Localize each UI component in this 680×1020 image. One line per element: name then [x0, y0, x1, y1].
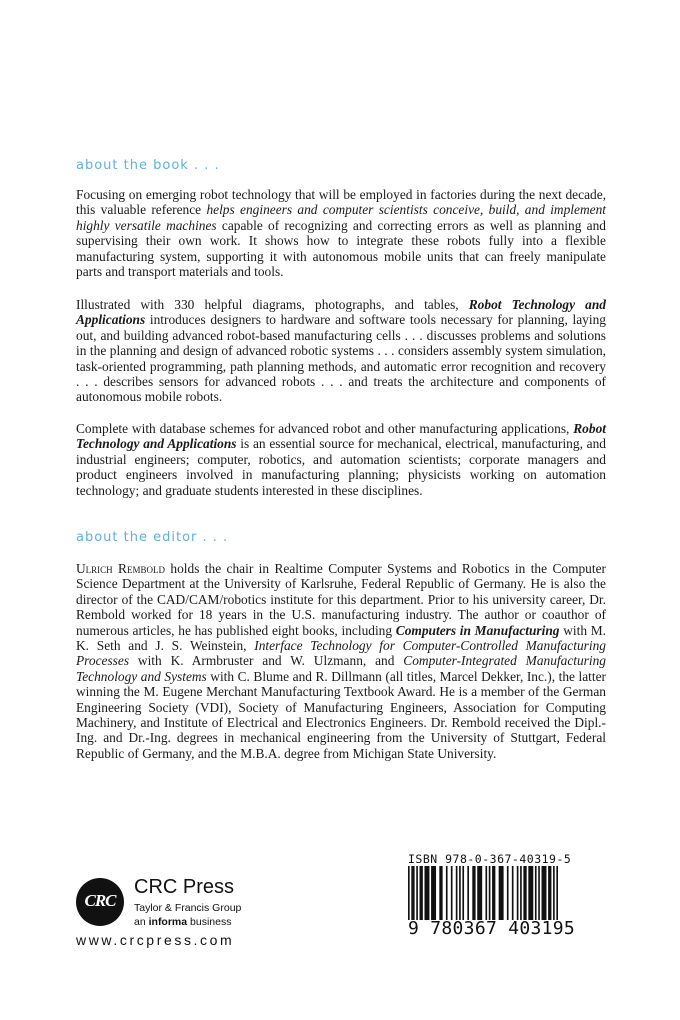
barcode-bar — [462, 866, 464, 920]
barcode-bar — [485, 866, 487, 920]
barcode-bar — [431, 866, 436, 920]
crc-logo-text: CRC — [84, 891, 116, 910]
text-run: capable of recognizing and correcting errors as well as planning and supervising their own work. It shows how to integrate these robots fully into a flexible manufacturing system, supporting it with autonomous mobile units that can freely manipulate parts and transport materials and tools. — [76, 217, 606, 280]
barcode-digits: 9 780367 403195 — [408, 918, 576, 939]
publisher-group: Taylor & Francis Group — [134, 902, 242, 914]
text-run: helps engineers and computer scientists conceive, build, and implement highly versatile machines — [76, 202, 606, 233]
about-book-heading: about the book . . . — [76, 158, 220, 173]
barcode-bar — [542, 866, 547, 920]
barcode-bar — [507, 866, 509, 920]
barcode-bar — [472, 866, 475, 920]
text-run: with K. Armbruster and W. Ulzmann, and — [129, 653, 404, 669]
text-run: Focusing on emerging robot technology that will be employed in factories during the next decade, this valuable reference — [76, 187, 606, 218]
barcode-bar — [528, 866, 533, 920]
barcode-bar — [489, 866, 491, 920]
publisher-name: CRC Press — [134, 876, 235, 898]
isbn-label: ISBN 978-0-367-40319-5 — [408, 852, 572, 866]
barcode-bar — [416, 866, 418, 920]
barcode-bar — [517, 866, 519, 920]
publisher-website: www.crcpress.com — [76, 932, 235, 948]
tagline-prefix: an — [134, 916, 149, 928]
about-editor-heading: about the editor . . . — [76, 530, 229, 545]
publisher-tagline — [134, 916, 231, 928]
about-editor-paragraph — [76, 561, 606, 761]
barcode-bar — [451, 866, 453, 920]
text-run: Computer-Integrated Manufacturing Technology and Systems — [76, 653, 606, 684]
barcode-bar — [420, 866, 423, 920]
barcode-bar — [556, 866, 558, 920]
text-run: is an essential source for mechanical, electrical, manufacturing, and industrial engineers; computer, robotics, and automation scientists; corporate managers and product engineers involved in manufacturing planning; physicists working on automation technology; and graduate students interested in these disciplines. — [76, 436, 606, 498]
barcode-bar — [446, 866, 448, 920]
barcode — [408, 866, 558, 920]
about-book-paragraph-1 — [76, 187, 606, 279]
barcode-bar — [523, 866, 526, 920]
text-run: Robot Technology and Applications — [76, 421, 606, 452]
barcode-bar — [408, 866, 410, 920]
barcode-bar — [424, 866, 429, 920]
barcode-bar — [512, 866, 514, 920]
barcode-bar — [411, 866, 413, 920]
about-book-paragraph-3 — [76, 421, 606, 498]
barcode-bar — [459, 866, 461, 920]
text-run: Ulrich Rembold — [76, 561, 165, 576]
tagline-informa: informa — [148, 916, 188, 928]
about-book-paragraph-2 — [76, 297, 606, 405]
text-run: introduces designers to hardware and software tools necessary for planning, laying out, and building advanced robot-based manufacturing cells . . . discusses problems and solutions in the planning and design of advanced robotic systems . . . considers assembly system simulation, task-oriented programming, path planning methods, and automatic error recognition and recovery . . . describes sensors for advanced robots . . . and treats the architecture and components of autonomous mobile robots. — [76, 312, 606, 405]
text-run: Complete with database schemes for advanced robot and other manufacturing applications, — [76, 421, 574, 436]
barcode-bar — [467, 866, 469, 920]
text-run: Interface Technology for Computer-Controlled Manufacturing Processes — [76, 638, 606, 669]
barcode-bar — [439, 866, 442, 920]
barcode-bar — [413, 866, 415, 920]
barcode-bar — [456, 866, 458, 920]
text-run: with C. Blume and R. Dillmann (all titles, Marcel Dekker, Inc.), the latter winning the M. Eugene Merchant Manufacturing Textbook Award. He is a member of the German Engineering Society (VDI), Society of Manufacturing Engineers, Association for Computing Machinery, and Institute of Electrical and Electronics Engineers. Dr. Rembold received the Dipl.-Ing. and Dr.-Ing. degrees in mechanical engineering from the University of Stuttgart, Federal Republic of Germany, and the M.B.A. degree from Michigan State University. — [76, 668, 606, 761]
text-run: Illustrated with 330 helpful diagrams, photographs, and tables, — [76, 297, 469, 312]
text-run: Robot Technology and Applications — [76, 297, 606, 328]
barcode-bar — [553, 866, 555, 920]
barcode-bar — [492, 866, 495, 920]
text-run: holds the chair in Realtime Computer Systems and Robotics in the Computer Science Department at the University of Karlsruhe, Federal Republic of Germany. He is also the director of the CAD/CAM/robotics institute for this department. Prior to his university career, Dr. Rembold worked for 18 years in the U.S. manufacturing industry. The author or coauthor of numerous articles, he has published eight books, including — [76, 561, 607, 638]
text-run: Computers in Manufacturing — [395, 622, 560, 638]
tagline-suffix: business — [187, 916, 232, 928]
barcode-bar — [520, 866, 522, 920]
crc-logo-icon — [76, 878, 124, 926]
barcode-bar — [538, 866, 540, 920]
barcode-bar — [477, 866, 482, 920]
text-run: with M. K. Seth and J. S. Weinstein, — [76, 622, 606, 654]
barcode-bar — [548, 866, 551, 920]
barcode-bar — [535, 866, 537, 920]
barcode-bar — [499, 866, 504, 920]
